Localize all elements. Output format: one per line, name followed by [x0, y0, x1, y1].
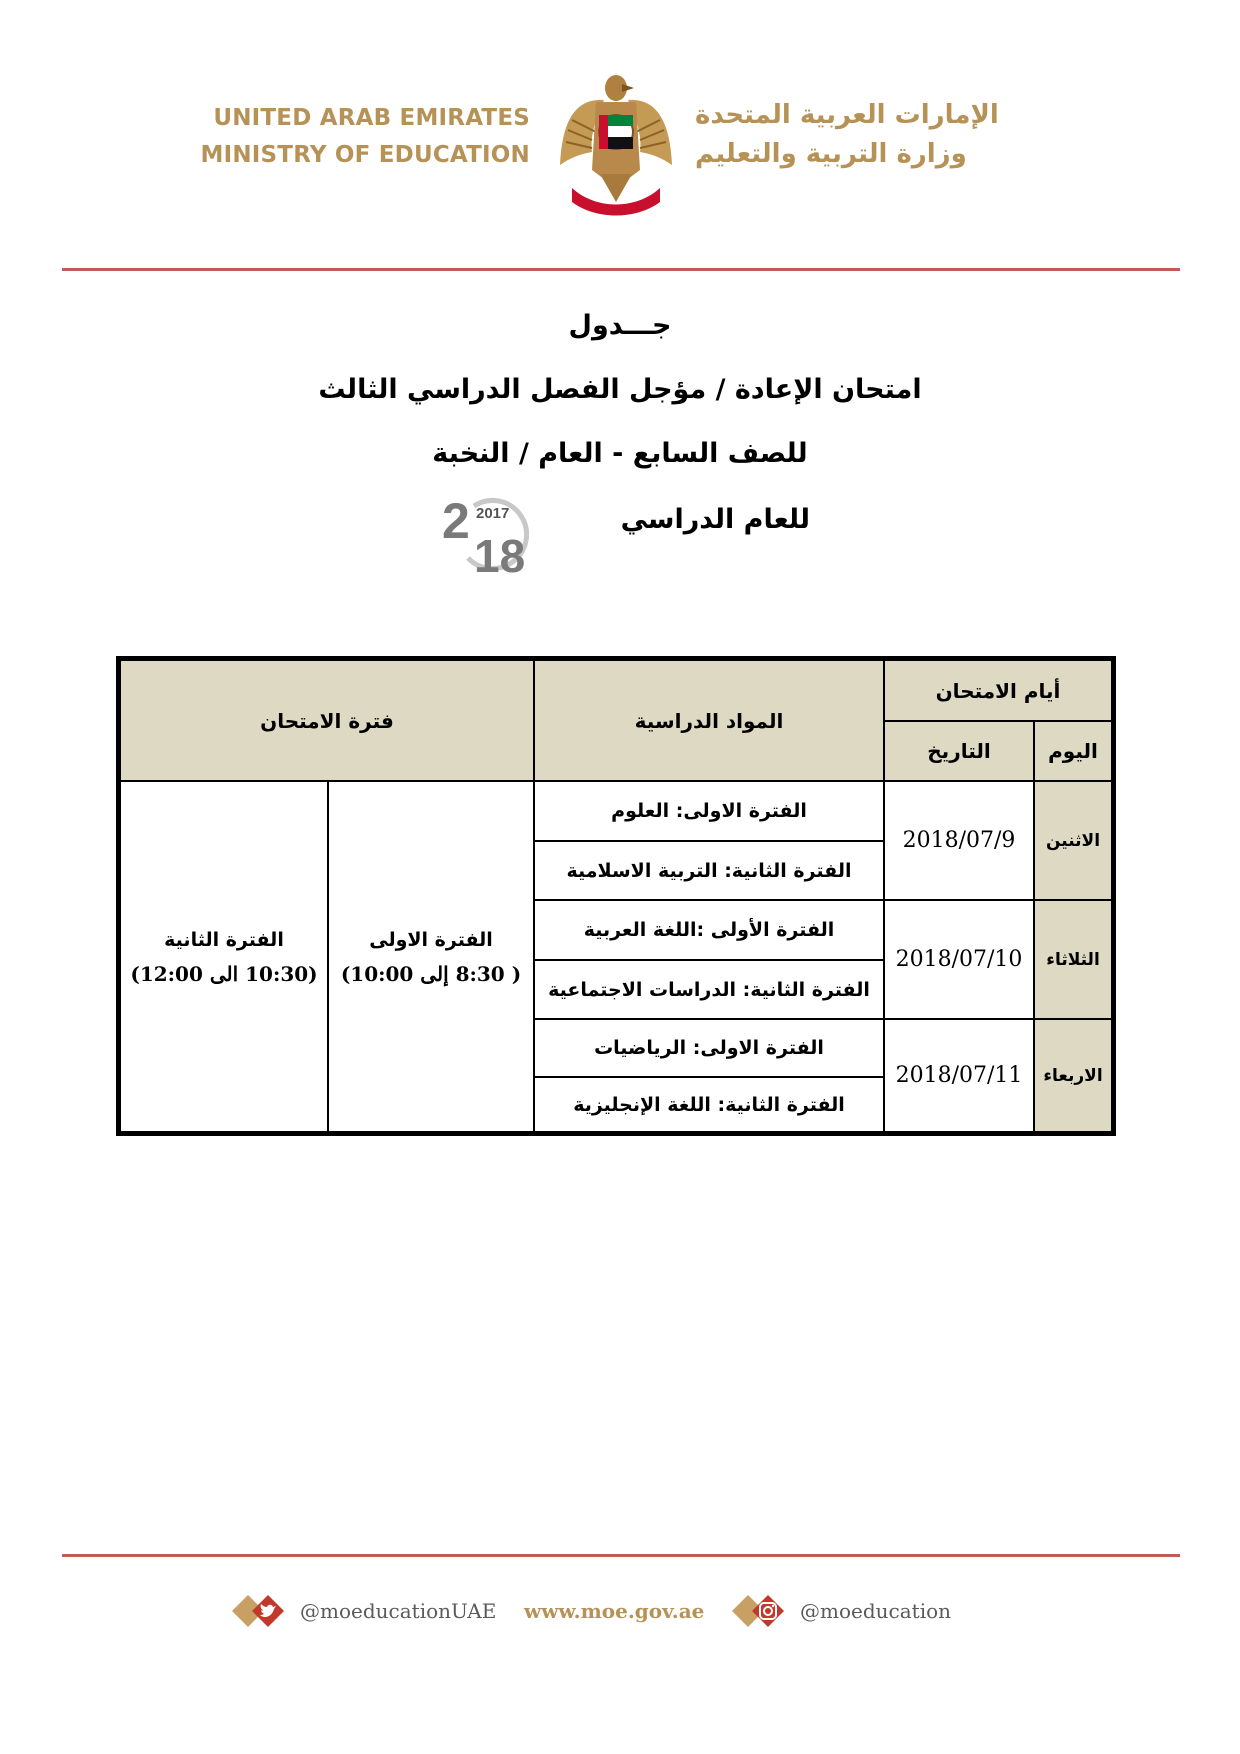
instagram-handle: @moeducation [800, 1599, 952, 1623]
table-row-subject: الفترة الثانية: الدراسات الاجتماعية [534, 960, 884, 1019]
year-big-18: 18 [474, 530, 526, 578]
period-first [328, 781, 534, 1132]
header-divider [62, 268, 1180, 271]
table-row-day: الاربعاء [1034, 1019, 1112, 1132]
title-line-3: للصف السابع - العام / النخبة [432, 438, 808, 469]
header-exam-period: فترة الامتحان [120, 660, 534, 781]
academic-year-row [440, 488, 820, 578]
table-row-date: 2018/07/11 [884, 1019, 1034, 1132]
title-line-1: جـــدول [568, 310, 672, 341]
year-small: 2017 [476, 505, 510, 522]
table-row-subject: الفترة الثانية: التربية الاسلامية [534, 841, 884, 900]
exam-schedule-table [116, 656, 1116, 1136]
ministry-en-line1: UNITED ARAB EMIRATES [213, 105, 530, 131]
title-line-4: للعام الدراسي [620, 504, 810, 535]
period-second-time: (10:30 الى 12:00) [130, 961, 318, 986]
ministry-name-english [200, 100, 530, 174]
ministry-name-arabic [695, 96, 1025, 174]
table-row-date: 2018/07/10 [884, 900, 1034, 1019]
period-second [120, 781, 328, 1132]
period-first-time: ( 8:30 إلى 10:00) [340, 961, 522, 986]
footer-instagram[interactable] [728, 1586, 951, 1636]
twitter-icon [228, 1589, 290, 1633]
ministry-ar-line2: وزارة التربية والتعليم [695, 139, 967, 169]
table-row-subject: الفترة الأولى :اللغة العربية [534, 900, 884, 960]
year-big-2: 2 [442, 493, 470, 549]
twitter-handle: @moeducationUAE [300, 1599, 497, 1623]
ministry-en-line2: MINISTRY OF EDUCATION [200, 142, 530, 168]
table-row-date: 2018/07/9 [884, 781, 1034, 900]
table-row-day: الاثنين [1034, 781, 1112, 900]
ministry-ar-line1: الإمارات العربية المتحدة [695, 100, 999, 130]
header-subjects: المواد الدراسية [534, 660, 884, 781]
header-date: التاريخ [884, 721, 1034, 781]
table-row-subject: الفترة الاولى: الرياضيات [534, 1019, 884, 1077]
table-row-subject: الفترة الاولى: العلوم [534, 781, 884, 841]
footer-divider [62, 1554, 1180, 1557]
header-exam-days: أيام الامتحان [884, 660, 1112, 721]
title-line-2: امتحان الإعادة / مؤجل الفصل الدراسي الثالث [318, 374, 922, 405]
period-first-label: الفترة الاولى [369, 928, 493, 951]
period-second-label: الفترة الثانية [164, 928, 284, 951]
instagram-icon [728, 1589, 790, 1633]
year-2018-logo [440, 488, 540, 578]
footer-website-link[interactable]: www.moe.gov.ae [524, 1599, 705, 1623]
footer-twitter[interactable] [228, 1586, 496, 1636]
uae-emblem-icon [556, 70, 676, 220]
table-row-subject: الفترة الثانية: اللغة الإنجليزية [534, 1077, 884, 1132]
header-day: اليوم [1034, 721, 1112, 781]
table-row-day: الثلاثاء [1034, 900, 1112, 1019]
